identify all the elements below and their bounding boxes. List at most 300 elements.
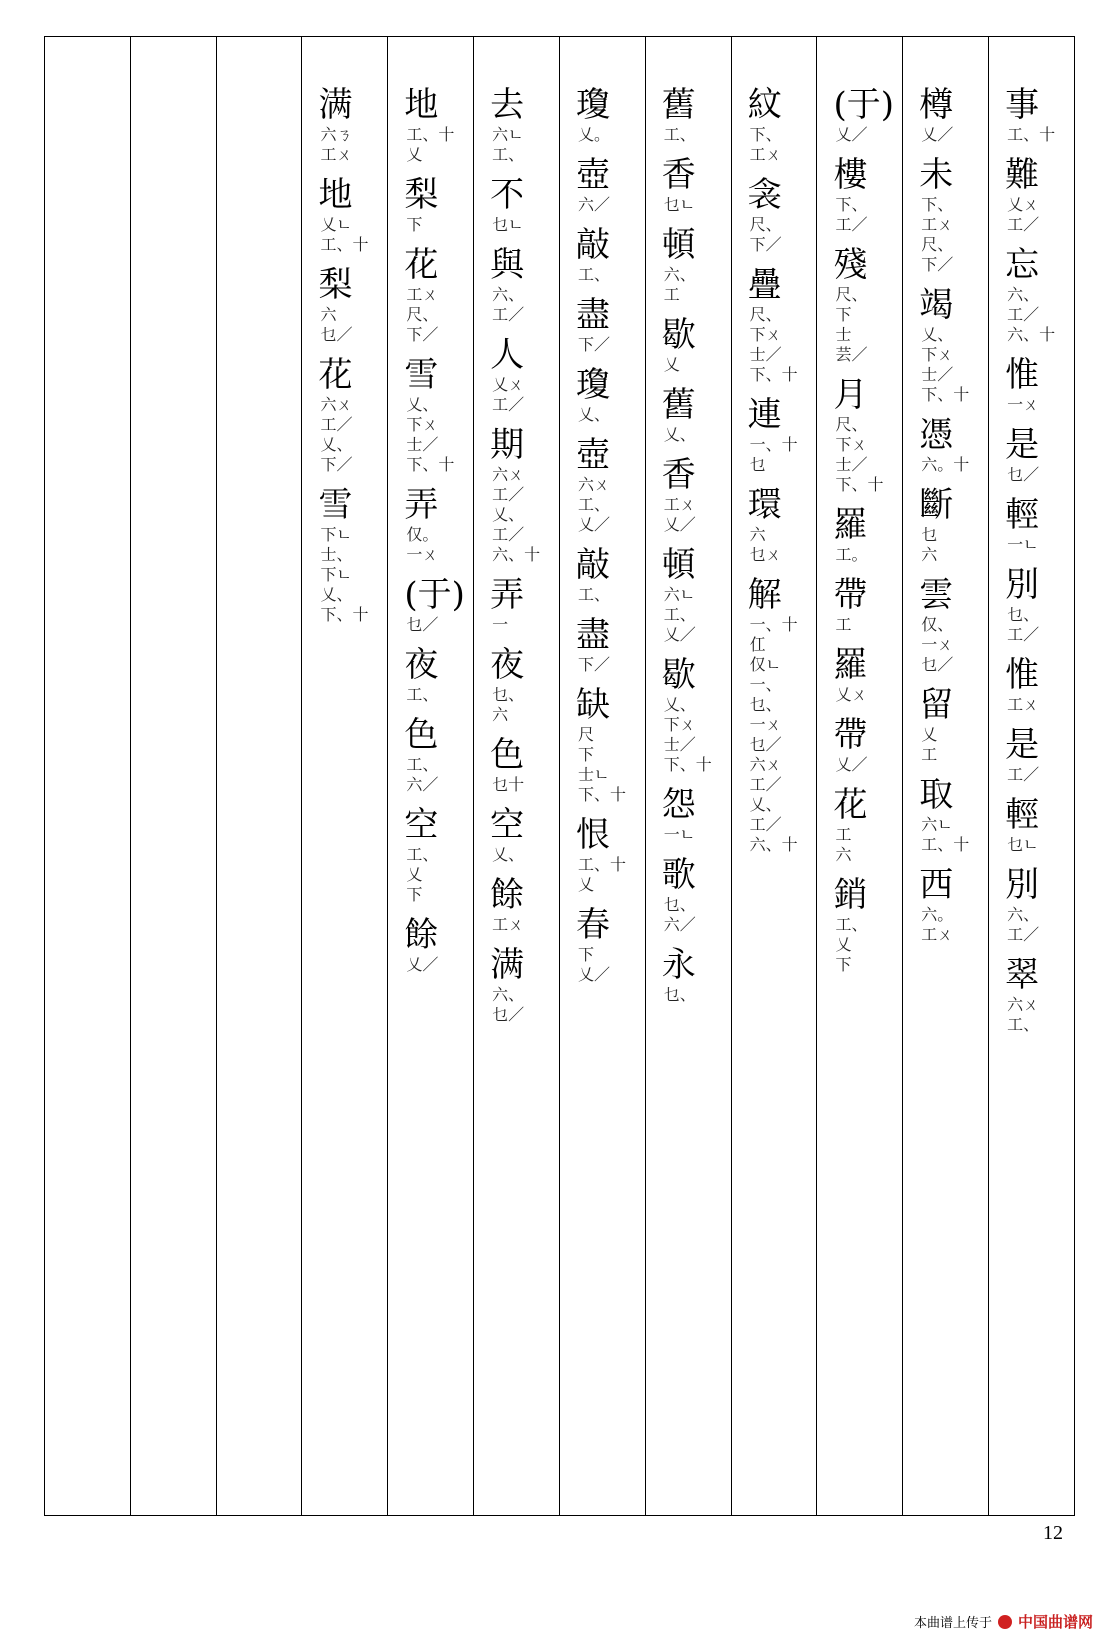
lyric-character: 翠	[1005, 955, 1040, 995]
lyric-character: 事	[1005, 85, 1040, 125]
notation-mark: 六、十	[749, 835, 798, 854]
syllable	[1005, 655, 1039, 715]
syllable	[576, 225, 610, 285]
lyric-character: 疊	[747, 265, 782, 305]
lyric-character: 满	[318, 85, 353, 125]
lyric-character: 是	[1005, 725, 1040, 765]
score-column	[473, 37, 559, 1515]
lyric-character: 盡	[575, 295, 610, 335]
notation-mark: 乜ㄴ	[663, 195, 696, 214]
notation-mark: 乜	[749, 455, 766, 474]
notation-mark: 乂ㄨ	[1007, 195, 1040, 214]
notation-mark: 工ㄨ	[921, 215, 954, 234]
notation-mark: 六、	[1007, 285, 1040, 304]
notation-mark: 工、十	[320, 235, 369, 254]
notation-mark: 六／	[577, 195, 610, 214]
notation-mark: 乜／	[320, 325, 353, 344]
syllable	[662, 945, 696, 1005]
syllable	[576, 295, 610, 355]
syllable	[1005, 795, 1039, 855]
notation-mark: 尺、	[749, 215, 782, 234]
syllable	[404, 645, 438, 705]
score-column	[988, 37, 1074, 1515]
lyric-character: 永	[661, 945, 696, 985]
syllable	[919, 415, 969, 475]
syllable	[833, 505, 867, 565]
lyric-character: 敲	[575, 225, 610, 265]
notation-mark: 下ㄴ	[320, 525, 352, 544]
syllable	[662, 385, 696, 445]
page-number: 12	[1043, 1522, 1063, 1544]
notation-mark: 下ㄨ	[749, 325, 782, 344]
notation-mark: 下、十	[320, 605, 369, 624]
notation-mark: 六。十	[921, 455, 970, 474]
notation-mark: 乜ㄴ	[492, 215, 524, 234]
notation-mark: 仅、	[921, 615, 954, 634]
notation-mark: 士、	[320, 545, 353, 564]
notation-mark: 一ㄴ	[663, 825, 696, 844]
syllable	[404, 245, 438, 345]
notation-mark: 乂	[406, 145, 423, 164]
syllable	[490, 575, 524, 635]
notation-mark: 乜ㄴ	[1007, 835, 1039, 854]
syllable	[748, 575, 798, 855]
lyric-character: 去	[490, 85, 525, 125]
notation-mark: 下	[406, 885, 423, 904]
syllable	[1005, 425, 1039, 485]
score-column	[45, 37, 130, 1515]
lyric-character: 輕	[1005, 495, 1040, 535]
syllable	[576, 905, 610, 985]
lyric-character: 地	[318, 175, 353, 215]
notation-mark: 下	[577, 945, 594, 964]
notation-mark: 工／	[1007, 625, 1040, 644]
notation-mark: 下／	[577, 335, 610, 354]
syllable	[490, 945, 524, 1025]
lyric-character: 夜	[490, 645, 525, 685]
syllable	[919, 485, 953, 565]
notation-mark: 工、	[577, 265, 610, 284]
lyric-character: 樓	[833, 155, 868, 195]
lyric-character: 餘	[404, 915, 439, 955]
notation-mark: 芸／	[835, 345, 868, 364]
notation-mark: 工／	[320, 415, 353, 434]
lyric-character: 別	[1005, 865, 1040, 905]
notation-mark: 六ㄴ	[663, 585, 696, 604]
lyric-character: 香	[661, 455, 696, 495]
lyric-character: 憑	[919, 415, 954, 455]
notation-mark: 六	[492, 705, 509, 724]
syllable	[404, 575, 465, 635]
syllable	[490, 85, 524, 165]
lyric-character: 是	[1005, 425, 1040, 465]
lyric-character: 香	[661, 155, 696, 195]
notation-mark: 工ㄨ	[1007, 695, 1040, 714]
lyric-line	[903, 85, 988, 955]
notation-mark: 工／	[1007, 925, 1040, 944]
score-column	[387, 37, 473, 1515]
notation-mark: 工、十	[1007, 125, 1056, 144]
notation-mark: 六ㄨ	[1007, 995, 1040, 1014]
syllable	[662, 655, 712, 775]
notation-mark: 乜十	[492, 775, 525, 794]
syllable	[919, 85, 953, 145]
notation-mark: 乂ㄨ	[835, 685, 868, 704]
notation-mark: 工、十	[921, 835, 970, 854]
notation-mark: 仅。	[406, 525, 439, 544]
syllable	[1005, 155, 1039, 235]
notation-mark: 士／	[921, 365, 954, 384]
syllable	[490, 175, 524, 235]
notation-mark: 下	[835, 305, 852, 324]
notation-mark: 工ㄨ	[921, 925, 954, 944]
syllable	[833, 575, 867, 635]
lyric-character: 留	[919, 685, 954, 725]
lyric-character: 梨	[318, 265, 353, 305]
lyric-character: 壺	[575, 155, 610, 195]
notation-mark: 六	[921, 545, 938, 564]
syllable	[919, 155, 953, 275]
lyric-character: 花	[833, 785, 868, 825]
notation-mark: 下ㄨ	[921, 345, 954, 364]
notation-mark: 一、十	[749, 435, 798, 454]
syllable	[833, 875, 867, 975]
score-grid	[44, 36, 1075, 1516]
lyric-character: 西	[919, 865, 954, 905]
notation-mark: 尺、	[406, 305, 439, 324]
notation-mark: 下、十	[577, 785, 626, 804]
notation-mark: 工／	[492, 525, 525, 544]
syllable	[318, 485, 368, 625]
footer-prefix: 本曲谱上传于	[913, 1616, 992, 1631]
lyric-character: 環	[747, 485, 782, 525]
lyric-character: 梨	[404, 175, 439, 215]
notation-mark: 工ㄨ	[406, 285, 439, 304]
notation-mark: 士／	[406, 435, 439, 454]
syllable	[1005, 865, 1039, 945]
notation-mark: 乂、	[663, 425, 696, 444]
syllable	[318, 85, 352, 165]
notation-mark: 仅ㄴ	[749, 655, 782, 674]
notation-mark: 工、	[577, 585, 610, 604]
lyric-character: 紋	[747, 85, 782, 125]
notation-mark: 乜／	[921, 655, 954, 674]
syllable	[318, 265, 352, 345]
notation-mark: 工／	[749, 815, 782, 834]
notation-mark: 工／	[492, 485, 525, 504]
notation-mark: 六ㄨ	[577, 475, 610, 494]
syllable	[748, 395, 798, 475]
syllable	[919, 575, 953, 675]
lyric-character: 恨	[575, 815, 610, 855]
notation-mark: 下	[835, 955, 852, 974]
notation-mark: 下、	[749, 125, 782, 144]
notation-mark: 六、	[492, 985, 525, 1004]
syllable	[1005, 565, 1039, 645]
lyric-character: 人	[490, 335, 525, 375]
notation-mark: 下／	[749, 235, 782, 254]
notation-mark: 工、	[406, 845, 439, 864]
notation-mark: 乂	[921, 725, 938, 744]
notation-mark: 下ㄨ	[835, 435, 868, 454]
notation-mark: 乂、	[577, 405, 610, 424]
syllable	[576, 815, 626, 895]
notation-mark: 士	[835, 325, 852, 344]
syllable	[490, 805, 524, 865]
lyric-character: 地	[404, 85, 439, 125]
lyric-character: 空	[490, 805, 525, 845]
notation-mark: 六ㄴ	[492, 125, 524, 144]
notation-mark: 一、十	[749, 615, 798, 634]
lyric-character: 未	[919, 155, 954, 195]
lyric-character: 羅	[833, 645, 868, 685]
notation-mark: 乜、	[663, 895, 696, 914]
notation-mark: 工／	[749, 775, 782, 794]
lyric-character: 盡	[575, 615, 610, 655]
lyric-character: 舊	[661, 385, 696, 425]
notation-mark: 乂、	[663, 695, 696, 714]
notation-mark: 下／	[921, 255, 954, 274]
notation-mark: 乂、	[406, 395, 439, 414]
notation-mark: 士／	[835, 455, 868, 474]
syllable	[490, 245, 524, 325]
syllable	[662, 225, 696, 305]
lyric-character: 竭	[919, 285, 954, 325]
notation-mark: 乂	[835, 935, 852, 954]
syllable	[833, 785, 867, 865]
lyric-character: 歇	[661, 315, 696, 355]
syllable	[490, 735, 524, 795]
lyric-character: (于)	[404, 575, 465, 615]
notation-mark: 乂、	[921, 325, 954, 344]
notation-mark: 乂、	[320, 435, 353, 454]
syllable	[576, 685, 626, 805]
notation-mark: 下ㄨ	[663, 715, 696, 734]
lyric-character: 帶	[833, 575, 868, 615]
notation-mark: 下／	[577, 655, 610, 674]
notation-mark: 工／	[1007, 215, 1040, 234]
notation-mark: 工、	[492, 145, 525, 164]
lyric-character: 難	[1005, 155, 1040, 195]
lyric-character: 满	[490, 945, 525, 985]
notation-mark: 士／	[749, 345, 782, 364]
syllable	[1005, 245, 1055, 345]
syllable	[748, 485, 782, 565]
notation-mark: 工／	[1007, 305, 1040, 324]
lyric-character: 歇	[661, 655, 696, 695]
lyric-character: 花	[404, 245, 439, 285]
lyric-character: 羅	[833, 505, 868, 545]
syllable	[576, 155, 610, 215]
notation-mark: 乜ㄨ	[749, 545, 782, 564]
notation-mark: 工ㄨ	[663, 495, 696, 514]
lyric-line	[646, 85, 731, 1015]
score-column	[902, 37, 988, 1515]
lyric-character: 雲	[919, 575, 954, 615]
notation-mark: 六、	[1007, 905, 1040, 924]
notation-mark: 一	[492, 615, 509, 634]
syllable	[833, 645, 867, 705]
lyric-character: 夜	[404, 645, 439, 685]
notation-mark: 六、十	[492, 545, 541, 564]
notation-mark: 工／	[835, 215, 868, 234]
notation-mark: 乂、	[492, 845, 525, 864]
lyric-character: 雪	[318, 485, 353, 525]
syllable	[576, 545, 610, 605]
notation-mark: 一ㄨ	[921, 635, 954, 654]
syllable	[490, 425, 540, 565]
syllable	[404, 485, 438, 565]
notation-mark: 一ㄴ	[1007, 535, 1039, 554]
notation-mark: 下、十	[406, 455, 455, 474]
lyric-character: 不	[490, 175, 525, 215]
notation-mark: 尺、	[835, 285, 868, 304]
notation-mark: 一ㄨ	[1007, 395, 1040, 414]
notation-mark: 工／	[1007, 765, 1040, 784]
lyric-character: 瓊	[575, 85, 610, 125]
lyric-character: 月	[833, 375, 868, 415]
notation-mark: 尺、	[921, 235, 954, 254]
notation-mark: 工／	[492, 395, 525, 414]
lyric-character: 舊	[661, 85, 696, 125]
lyric-character: 衾	[747, 175, 782, 215]
notation-mark: 尺、	[749, 305, 782, 324]
lyric-character: 敲	[575, 545, 610, 585]
notation-mark: 下	[406, 215, 423, 234]
footer	[914, 1611, 1093, 1632]
notation-mark: 六ㄨ	[749, 755, 782, 774]
notation-mark: 乜	[921, 525, 938, 544]
lyric-character: 頓	[661, 545, 696, 585]
notation-mark: 工	[663, 285, 680, 304]
lyric-character: 餘	[490, 875, 525, 915]
lyric-character: 色	[490, 735, 525, 775]
notation-mark: 士ㄴ	[577, 765, 610, 784]
notation-mark: 六ㄨ	[492, 465, 525, 484]
lyric-character: 帶	[833, 715, 868, 755]
notation-mark: 六	[835, 845, 852, 864]
notation-mark: 下、十	[835, 475, 884, 494]
lyric-character: 銷	[833, 875, 868, 915]
notation-mark: 一ㄨ	[749, 715, 782, 734]
notation-mark: 士／	[663, 735, 696, 754]
notation-mark: 工、十	[406, 125, 455, 144]
syllable	[919, 865, 953, 945]
lyric-character: 惟	[1005, 655, 1040, 695]
lyric-character: 與	[490, 245, 525, 285]
score-column	[301, 37, 387, 1515]
notation-mark: 工、	[1007, 1015, 1040, 1034]
notation-mark: 乂／	[577, 515, 610, 534]
notation-mark: 六、十	[1007, 325, 1056, 344]
syllable	[662, 545, 696, 645]
notation-mark: 六	[320, 305, 337, 324]
notation-mark: 乂ㄨ	[492, 375, 525, 394]
notation-mark: 下、十	[921, 385, 970, 404]
lyric-character: 輕	[1005, 795, 1040, 835]
notation-mark: 工、	[835, 915, 868, 934]
notation-mark: 工	[835, 615, 852, 634]
site-logo-icon	[998, 1615, 1012, 1629]
syllable	[662, 785, 696, 845]
lyric-character: 雪	[404, 355, 439, 395]
notation-mark: 下／	[320, 455, 353, 474]
syllable	[833, 155, 867, 235]
syllable	[919, 775, 969, 855]
lyric-character: 春	[575, 905, 610, 945]
notation-mark: 尺	[577, 725, 594, 744]
lyric-character: 別	[1005, 565, 1040, 605]
notation-mark: 下、十	[663, 755, 712, 774]
notation-mark: 仜	[749, 635, 766, 654]
syllable	[490, 335, 524, 415]
syllable	[490, 875, 524, 935]
lyric-character: 弄	[490, 575, 525, 615]
notation-mark: 下、十	[749, 365, 798, 384]
notation-mark: 乂／	[835, 755, 868, 774]
score-column	[816, 37, 902, 1515]
syllable	[576, 365, 610, 425]
notation-mark: 工。	[835, 545, 868, 564]
syllable	[1005, 355, 1039, 415]
syllable	[404, 355, 454, 475]
notation-mark: 乂／	[921, 125, 954, 144]
syllable	[662, 155, 696, 215]
syllable	[833, 715, 867, 775]
syllable	[833, 245, 867, 365]
notation-mark: 工ㄨ	[320, 145, 353, 164]
footer-site[interactable]: 中国曲谱网	[1017, 1613, 1093, 1631]
notation-mark: 乂	[577, 875, 594, 894]
notation-mark: 乜、	[749, 695, 782, 714]
notation-mark: 下／	[406, 325, 439, 344]
notation-mark: 六ㄋ	[320, 125, 353, 144]
notation-mark: 一、	[749, 675, 782, 694]
lyric-character: 怨	[661, 785, 696, 825]
syllable	[404, 915, 438, 975]
lyric-line	[989, 85, 1074, 1045]
notation-mark: 乜／	[1007, 465, 1040, 484]
lyric-character: 壺	[575, 435, 610, 475]
notation-mark: 尺、	[835, 415, 868, 434]
notation-mark: 下、	[921, 195, 954, 214]
notation-mark: 六／	[406, 775, 439, 794]
score-column	[130, 37, 216, 1515]
syllable	[1005, 955, 1039, 1035]
lyric-character: 解	[747, 575, 782, 615]
notation-mark: 乜、	[1007, 605, 1040, 624]
notation-mark: 六ㄴ	[921, 815, 953, 834]
lyric-line	[560, 85, 645, 995]
syllable	[404, 805, 438, 905]
notation-mark: 工、	[406, 755, 439, 774]
lyric-character: 惟	[1005, 355, 1040, 395]
syllable	[748, 85, 782, 165]
notation-mark: 六、	[663, 265, 696, 284]
syllable	[1005, 85, 1055, 145]
notation-mark: 工／	[492, 305, 525, 324]
notation-mark: 六	[749, 525, 766, 544]
notation-mark: 工ㄨ	[749, 145, 782, 164]
notation-mark: 工、十	[577, 855, 626, 874]
notation-mark: 乂／	[663, 515, 696, 534]
syllable	[833, 375, 883, 495]
notation-mark: 六、	[492, 285, 525, 304]
syllable	[404, 85, 454, 165]
lyric-line	[388, 85, 473, 985]
syllable	[404, 715, 438, 795]
notation-mark: 乜、	[492, 685, 525, 704]
